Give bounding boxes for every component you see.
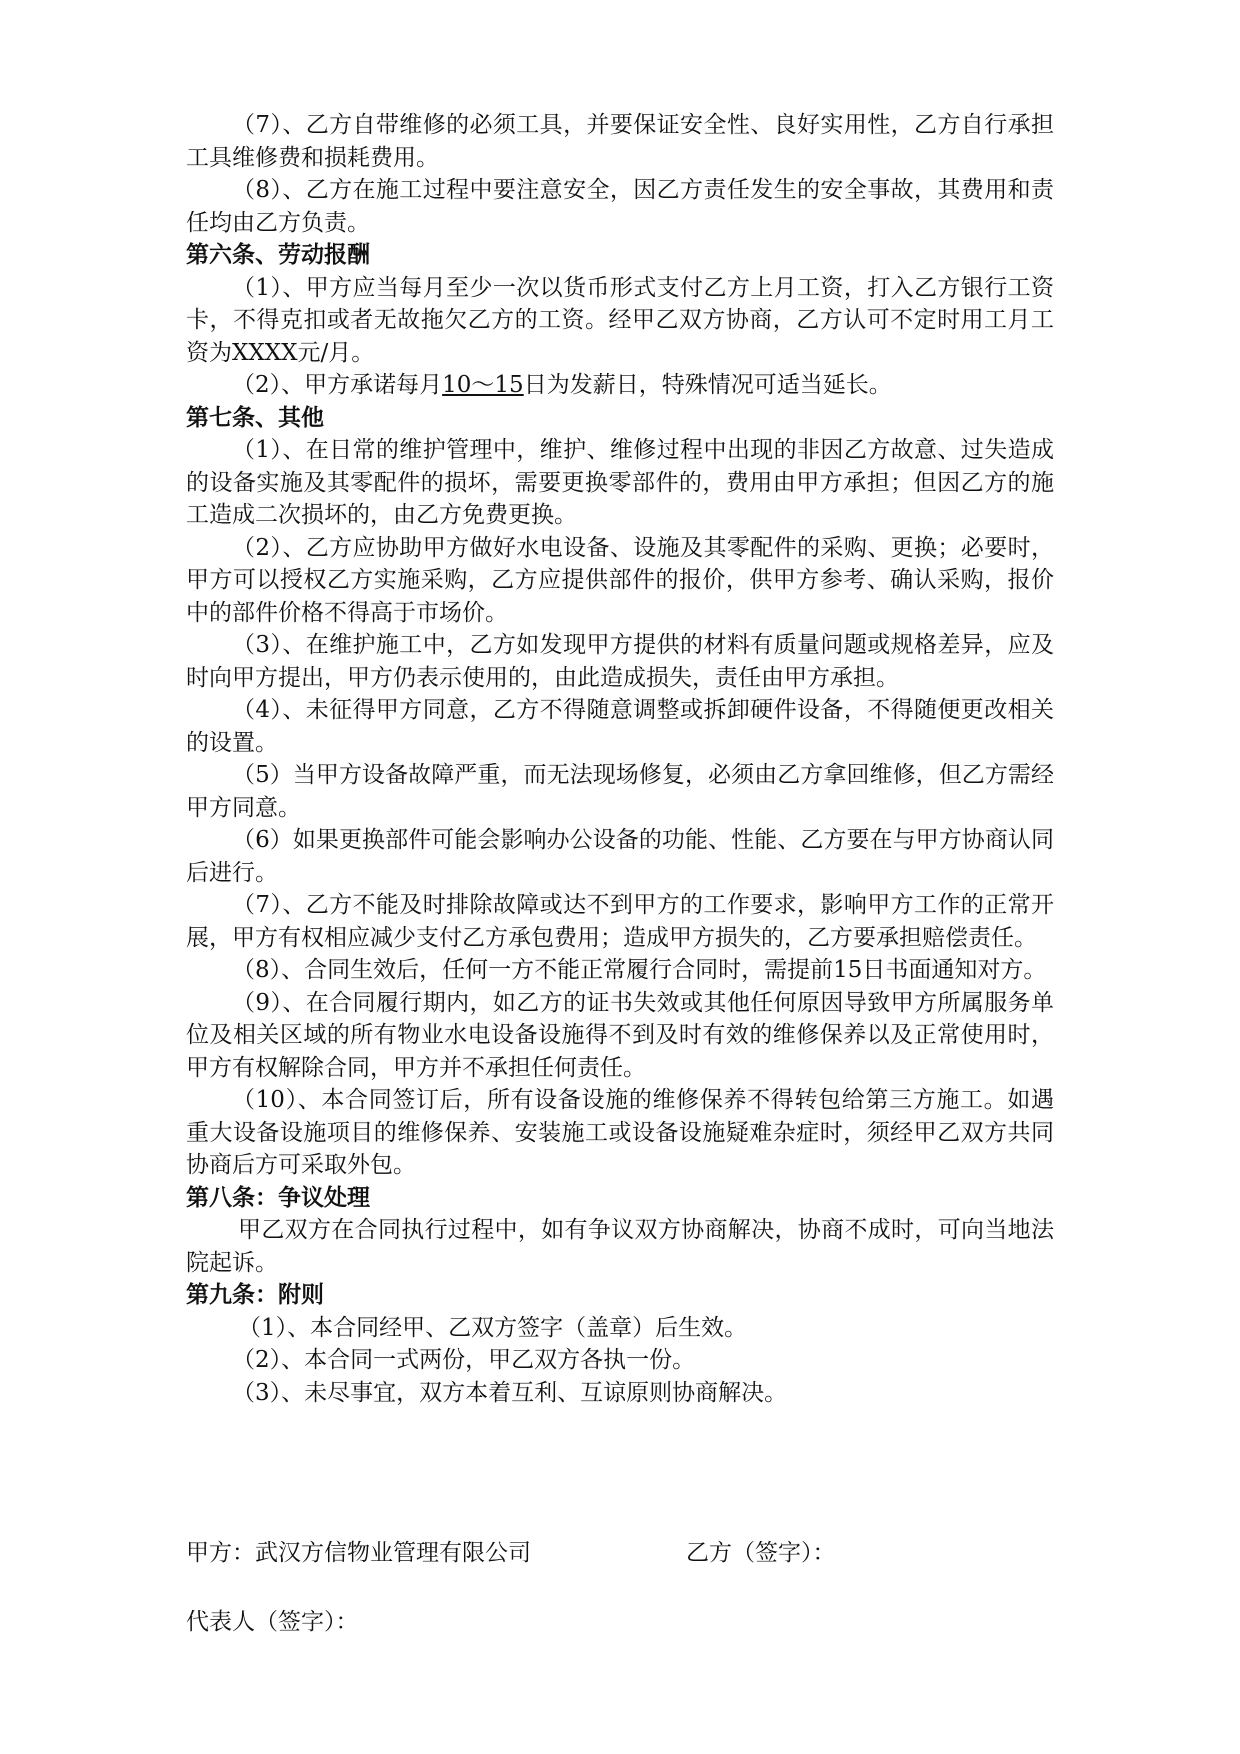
s7-item-9: （9）、在合同履行期内，如乙方的证书失效或其他任何原因导致甲方所属服务单位及相关区域的所有物业水电设备设施得不到及时有效的维修保养以及正常使用时，甲方有权解除合同，甲方并不承担任何责任。 xyxy=(186,989,1054,1081)
s8-text: 甲乙双方在合同执行过程中，如有争议双方协商解决，协商不成时，可向当地法院起诉。 xyxy=(186,1217,1054,1276)
s6-item-1: （1）、甲方应当每月至少一次以货币形式支付乙方上月工资，打入乙方银行工资卡，不得克扣或者无故拖欠乙方的工资。经甲乙双方协商，乙方认可不定时用工月工资为XXXX元/月。 xyxy=(186,274,1054,366)
party-a-signature: 甲方：武汉方信物业管理有限公司 xyxy=(186,1540,531,1566)
section-9-heading: 第九条：附则 xyxy=(186,1282,324,1308)
s7-item-10: （10）、本合同签订后，所有设备设施的维修保养不得转包给第三方施工。如遇重大设备设施项目的维修保养、安装施工或设备设施疑难杂症时，须经甲乙双方共同协商后方可采取外包。 xyxy=(186,1087,1054,1178)
s6-item-2 xyxy=(186,369,1054,402)
s7-item-7: （7）、乙方不能及时排除故障或达不到甲方的工作要求，影响甲方工作的正常开展，甲方有权相应减少支付乙方承包费用；造成甲方损失的，乙方要承担赔偿责任。 xyxy=(186,892,1054,951)
s7-item-4: （4）、未征得甲方同意，乙方不得随意调整或拆卸硬件设备，不得随便更改相关的设置。 xyxy=(186,697,1054,756)
s9-item-2: （2）、本合同一式两份，甲乙双方各执一份。 xyxy=(232,1347,696,1373)
party-b-signature: 乙方（签字）： xyxy=(686,1540,836,1566)
s7-item-1: （1）、在日常的维护管理中，维护、维修过程中出现的非因乙方故意、过失造成的设备实施及其零配件的损坏，需要更换零部件的，费用由甲方承担；但因乙方的施工造成二次损坏的，由乙方免费更换。 xyxy=(186,437,1054,528)
s5-item-8: （8）、乙方在施工过程中要注意安全，因乙方责任发生的安全事故，其费用和责任均由乙方负责。 xyxy=(186,177,1054,236)
representative-signature: 代表人（签字）： xyxy=(186,1609,359,1635)
s7-item-6: （6）如果更换部件可能会影响办公设备的功能、性能、乙方要在与甲方协商认同后进行。 xyxy=(186,827,1054,886)
s6-item-2-post: 日为发薪日，特殊情况可适当延长。 xyxy=(523,372,892,398)
s9-item-3: （3）、未尽事宜，双方本着互利、互谅原则协商解决。 xyxy=(232,1379,788,1406)
section-7-heading: 第七条、其他 xyxy=(186,404,324,431)
s7-item-3: （3）、在维护施工中，乙方如发现甲方提供的材料有质量问题或规格差异，应及时向甲方提出，甲方仍表示使用的，由此造成损失，责任由甲方承担。 xyxy=(186,632,1054,691)
section-6-heading: 第六条、劳动报酬 xyxy=(186,242,370,268)
s6-item-2-pre: （2）、甲方承诺每月 xyxy=(232,372,443,398)
contract-body xyxy=(186,109,1054,1409)
s7-item-5: （5）当甲方设备故障严重，而无法现场修复，必须由乙方拿回维修，但乙方需经甲方同意。 xyxy=(186,762,1054,821)
s7-item-8: （8）、合同生效后，任何一方不能正常履行合同时，需提前15日书面通知对方。 xyxy=(232,957,1047,983)
s9-item-1: （1）、本合同经甲、乙双方签字（盖章）后生效。 xyxy=(238,1314,748,1341)
section-8-heading: 第八条：争议处理 xyxy=(186,1184,370,1211)
s7-item-2: （2）、乙方应协助甲方做好水电设备、设施及其零配件的采购、更换；必要时，甲方可以授权乙方实施采购，乙方应提供部件的报价，供甲方参考、确认采购，报价中的部件价格不得高于市场价。 xyxy=(186,534,1054,626)
payday-range: 10～15 xyxy=(442,372,524,398)
s5-item-7: （7）、乙方自带维修的必须工具，并要保证安全性、良好实用性，乙方自行承担工具维修费和损耗费用。 xyxy=(186,112,1054,171)
